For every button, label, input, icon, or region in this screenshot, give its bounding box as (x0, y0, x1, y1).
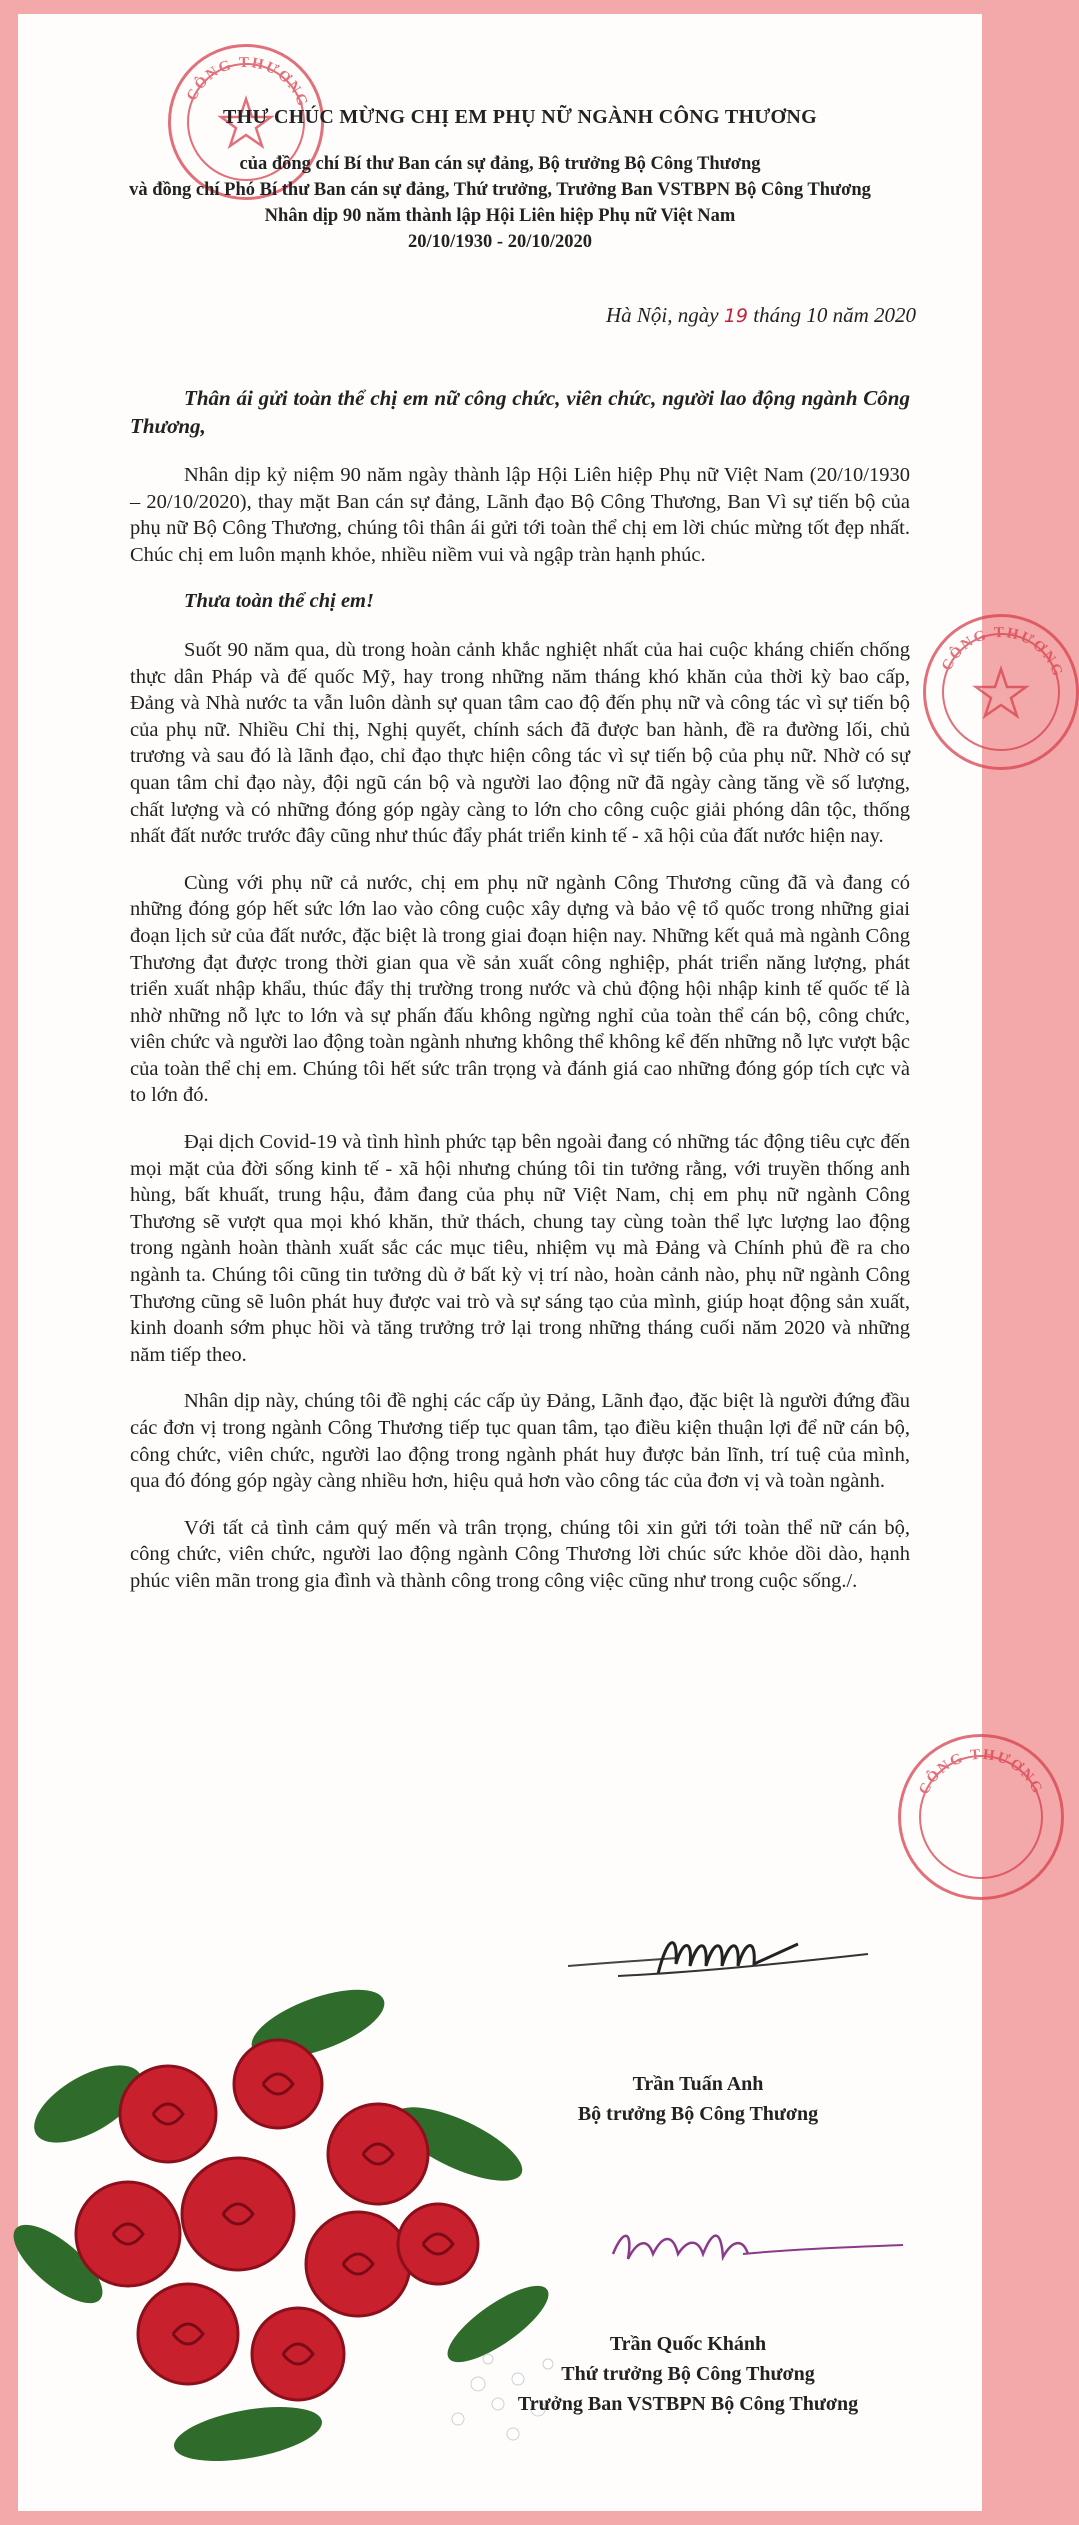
greeting: Thân ái gửi toàn thể chị em nữ công chức, viên chức, người lao động ngành Công Thương, (130, 386, 910, 438)
paragraph-3: Cùng với phụ nữ cả nước, chị em phụ nữ ngành Công Thương cũng đã và đang có những đóng góp hết sức lớn lao vào công cuộc xây dựng và bảo vệ tổ quốc trong những giai đoạn lịch sử của đất nước, đặc biệt là trong giai đoạn hiện nay. Những kết quả mà ngành Công Thương đạt được trong thời gian qua về sản xuất công nghiệp, phát triển năng lượng, phát triển xuất nhập khẩu, thúc đẩy thị trường trong nước và chủ động hội nhập kinh tế quốc tế là nhờ những nỗ lực to lớn và sự phấn đấu không ngừng nghỉ của toàn thể cán bộ, công chức, viên chức và người lao động toàn ngành nhưng không thể không kể đến những nỗ lực vượt bậc của toàn thể chị em. Chúng tôi hết sức trân trọng và đánh giá cao những đóng góp tích cực và to lớn đó. (130, 871, 910, 1107)
header-line-1: của đồng chí Bí thư Ban cán sự đảng, Bộ trưởng Bộ Công Thương (239, 154, 761, 174)
dateline-prefix: Hà Nội, ngày (605, 303, 724, 327)
signature-1-image (558, 1914, 878, 1994)
dateline (606, 303, 916, 328)
paragraph-1: Nhân dịp kỷ niệm 90 năm ngày thành lập Hội Liên hiệp Phụ nữ Việt Nam (20/10/1930 – 20/10/2020), thay mặt Ban cán sự đảng, Lãnh đạo Bộ Công Thương, Ban Vì sự tiến bộ của phụ nữ Bộ Công Thương, chúng tôi thân ái gửi tới toàn thể chị em lời chúc mừng tốt đẹp nhất. Chúc chị em luôn mạnh khỏe, nhiều niềm vui và ngập tràn hạnh phúc. (130, 464, 910, 566)
header-line-3: Nhân dịp 90 năm thành lập Hội Liên hiệp Phụ nữ Việt Nam (264, 206, 736, 226)
signature-2-image (593, 2209, 913, 2279)
header-line-4: 20/10/1930 - 20/10/2020 (408, 232, 592, 252)
signer-1 (488, 2069, 908, 2129)
svg-text:CÔNG THƯƠNG: CÔNG THƯƠNG (183, 54, 311, 110)
dateline-day: 19 (723, 305, 748, 327)
seal-emblem-icon (901, 1737, 1061, 1897)
seal-emblem-icon (926, 617, 1076, 767)
bottom-right-seal (898, 1734, 1064, 1900)
signer-1-name: Trần Tuấn Anh (632, 2073, 764, 2095)
paragraph-6: Với tất cả tình cảm quý mến và trân trọng, chúng tôi xin gửi tới toàn thể nữ cán bộ, công chức, viên chức, người lao động ngành Công Thương lời chúc sức khỏe dồi dào, hạnh phúc viên mãn trong gia đình và thành công trong công việc cũng như trong cuộc sống./. (130, 1516, 910, 1592)
signer-2-title-2: Trưởng Ban VSTBPN Bộ Công Thương (517, 2393, 859, 2415)
letter-sheet (18, 14, 1066, 2511)
letter-header (18, 106, 982, 255)
dateline-suffix: tháng 10 năm 2020 (748, 303, 916, 327)
letter-body (130, 384, 910, 1615)
paragraph-4: Đại dịch Covid-19 và tình hình phức tạp bên ngoài đang có những tác động tiêu cực đến mọi mặt của đời sống kinh tế - xã hội nhưng chúng tôi tin tưởng rằng, với truyền thống anh hùng, bất khuất, trung hậu, đảm đang của phụ nữ Việt Nam, chị em phụ nữ ngành Công Thương sẽ vượt qua mọi khó khăn, thử thách, chung tay cùng toàn thể lực lượng lao động trong ngành hoàn thành xuất sắc các mục tiêu, nhiệm vụ mà Đảng và Chính phủ đề ra cho ngành ta. Chúng tôi cũng tin tưởng dù ở bất kỳ vị trí nào, hoàn cảnh nào, phụ nữ ngành Công Thương cũng sẽ luôn phát huy được vai trò và sự sáng tạo của mình, giúp hoạt động sản xuất, kinh doanh sớm phục hồi và tăng trưởng trở lại trong những tháng cuối năm 2020 và những năm tiếp theo. (130, 1131, 910, 1366)
svg-text:CÔNG THƯƠNG: CÔNG THƯƠNG (916, 1746, 1046, 1798)
signer-2 (438, 2329, 938, 2419)
letter-title: THƯ CHÚC MỪNG CHỊ EM PHỤ NỮ NGÀNH CÔNG THƯƠNG (222, 106, 818, 128)
header-line-2: và đồng chí Phó Bí thư Ban cán sự đảng, Thứ trưởng, Trưởng Ban VSTBPN Bộ Công Thương (129, 180, 871, 200)
signer-2-name: Trần Quốc Khánh (609, 2333, 767, 2355)
paragraph-2: Suốt 90 năm qua, dù trong hoàn cảnh khắc nghiệt nhất của hai cuộc kháng chiến chống thực dân Pháp và đế quốc Mỹ, hay trong những năm tháng khó khăn của thời kỳ bao cấp, Đảng và Nhà nước ta vẫn luôn dành sự quan tâm cao độ đến phụ nữ và công tác vì sự tiến bộ của phụ nữ. Nhiều Chỉ thị, Nghị quyết, chính sách đã được ban hành, đề ra đường lối, chủ trương và sau đó là lãnh đạo, chỉ đạo thực hiện công tác vì sự tiến bộ của phụ nữ. Nhờ có sự quan tâm chỉ đạo này, đội ngũ cán bộ và người lao động nữ đã ngày càng tăng về số lượng, chất lượng và có những đóng góp ngày càng to lớn cho công cuộc giải phóng dân tộc, thống nhất đất nước trước đây cũng như thúc đẩy phát triển kinh tế - xã hội của đất nước hiện nay. (130, 638, 910, 848)
salutation: Thưa toàn thể chị em! (184, 590, 374, 613)
svg-text:CÔNG THƯƠNG: CÔNG THƯƠNG (938, 624, 1066, 680)
signer-1-title: Bộ trưởng Bộ Công Thương (577, 2103, 819, 2125)
paragraph-5: Nhân dịp này, chúng tôi đề nghị các cấp ủy Đảng, Lãnh đạo, đặc biệt là người đứng đầu các đơn vị trong ngành Công Thương tiếp tục quan tâm, tạo điều kiện thuận lợi để nữ cán bộ, công chức, viên chức, người lao động trong ngành phát huy được bản lĩnh, trí tuệ của mình, qua đó đóng góp ngày càng nhiều hơn, hiệu quả hơn vào công tác của đơn vị và toàn ngành. (130, 1390, 910, 1493)
signer-2-title: Thứ trưởng Bộ Công Thương (561, 2363, 815, 2385)
right-middle-seal (923, 614, 1079, 770)
